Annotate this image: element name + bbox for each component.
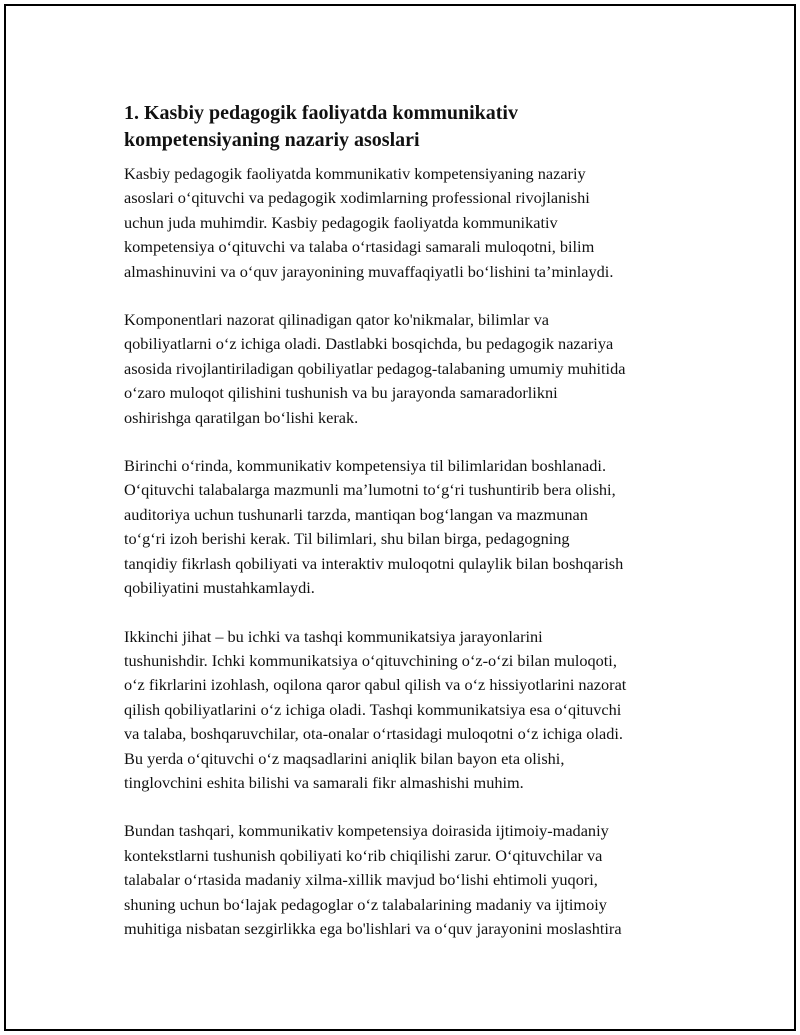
page-frame — [4, 4, 796, 1031]
paragraph — [124, 162, 696, 284]
text-line: auditoriya uchun tushunarli tarzda, mantiqan bog‘langan va mazmunan — [124, 504, 588, 524]
text-line: to‘g‘ri izoh berishi kerak. Til bilimlari, shu bilan birga, pedagogning — [124, 529, 570, 549]
text-line: qobiliyatini mustahkamlaydi. — [124, 578, 315, 598]
text-line: asoslari o‘qituvchi va pedagogik xodimlarning professional rivojlanishi — [124, 188, 590, 208]
text-line: Bu yerda o‘qituvchi o‘z maqsadlarini aniqlik bilan bayon eta olishi, — [124, 748, 565, 768]
text-line: kontekstlarni tushunish qobiliyati ko‘rib chiqilishi zarur. O‘qituvchilar va — [124, 845, 603, 865]
text-line: tushunishdir. Ichki kommunikatsiya o‘qituvchining o‘z-o‘zi bilan muloqoti, — [124, 650, 617, 670]
text-line: kompetensiya o‘qituvchi va talaba o‘rtasidagi samarali muloqotni, bilim — [124, 237, 595, 257]
text-line: uchun juda muhimdir. Kasbiy pedagogik faoliyatda kommunikativ — [124, 212, 558, 232]
text-line: almashinuvini va o‘quv jarayonining muvaffaqiyatli bo‘lishini ta’minlaydi. — [124, 261, 614, 281]
text-line: shuning uchun bo‘lajak pedagoglar o‘z talabalarining madaniy va ijtimoiy — [124, 894, 607, 914]
text-line: talabalar o‘rtasida madaniy xilma-xillik mavjud bo‘lishi ehtimoli yuqori, — [124, 870, 598, 890]
text-line: tanqidiy fikrlash qobiliyati va interaktiv muloqotni qulaylik bilan boshqarish — [124, 553, 624, 573]
text-line: muhitiga nisbatan sezgirlikka ega bo'lishlari va o‘quv jarayonini moslashtira — [124, 918, 622, 938]
text-line: Kasbiy pedagogik faoliyatda kommunikativ kompetensiyaning nazariy — [124, 164, 586, 183]
text-line: Birinchi o‘rinda, kommunikativ kompetensiya til bilimlaridan boshlanadi. — [124, 456, 607, 476]
paragraph — [124, 625, 696, 796]
text-line: oshirishga qaratilgan bo‘lishi kerak. — [124, 407, 359, 427]
text-line: va talaba, boshqaruvchilar, ota-onalar o‘rtasidagi muloqotni o‘z ichiga oladi. — [124, 724, 623, 744]
text-line: qilish qobiliyatlarini o‘z ichiga oladi. Tashqi kommunikatsiya esa o‘qituvchi — [124, 699, 622, 719]
text-line: Ikkinchi jihat – bu ichki va tashqi kommunikatsiya jarayonlarini — [124, 626, 543, 646]
heading-line: 1. Kasbiy pedagogik faoliyatda kommunikativ — [124, 102, 518, 124]
heading-line: kompetensiyaning nazariy asoslari — [124, 129, 420, 151]
text-line: Komponentlari nazorat qilinadigan qator ko'nikmalar, bilimlar va — [124, 310, 550, 330]
text-line: tinglovchini eshita bilishi va samarali fikr almashishi muhim. — [124, 772, 524, 792]
paragraph — [124, 308, 696, 430]
section-heading — [124, 100, 696, 154]
text-line: qobiliyatlarni o‘z ichiga oladi. Dastlabki bosqichda, bu pedagogik nazariya — [124, 334, 614, 354]
text-line: O‘qituvchi talabalarga mazmunli ma’lumotni to‘g‘ri tushuntirib bera olishi, — [124, 480, 616, 500]
document-body — [124, 100, 696, 965]
text-line: o‘zaro muloqot qilishini tushunish va bu jarayonda samaradorlikni — [124, 383, 558, 403]
text-line: o‘z fikrlarini izohlash, oqilona qaror qabul qilish va o‘z hissiyotlarini nazorat — [124, 675, 627, 695]
text-line: Bundan tashqari, kommunikativ kompetensiya doirasida ijtimoiy-madaniy — [124, 821, 609, 841]
paragraph — [124, 454, 696, 600]
paragraph — [124, 819, 696, 941]
text-line: asosida rivojlantiriladigan qobiliyatlar pedagog-talabaning umumiy muhitida — [124, 358, 626, 378]
